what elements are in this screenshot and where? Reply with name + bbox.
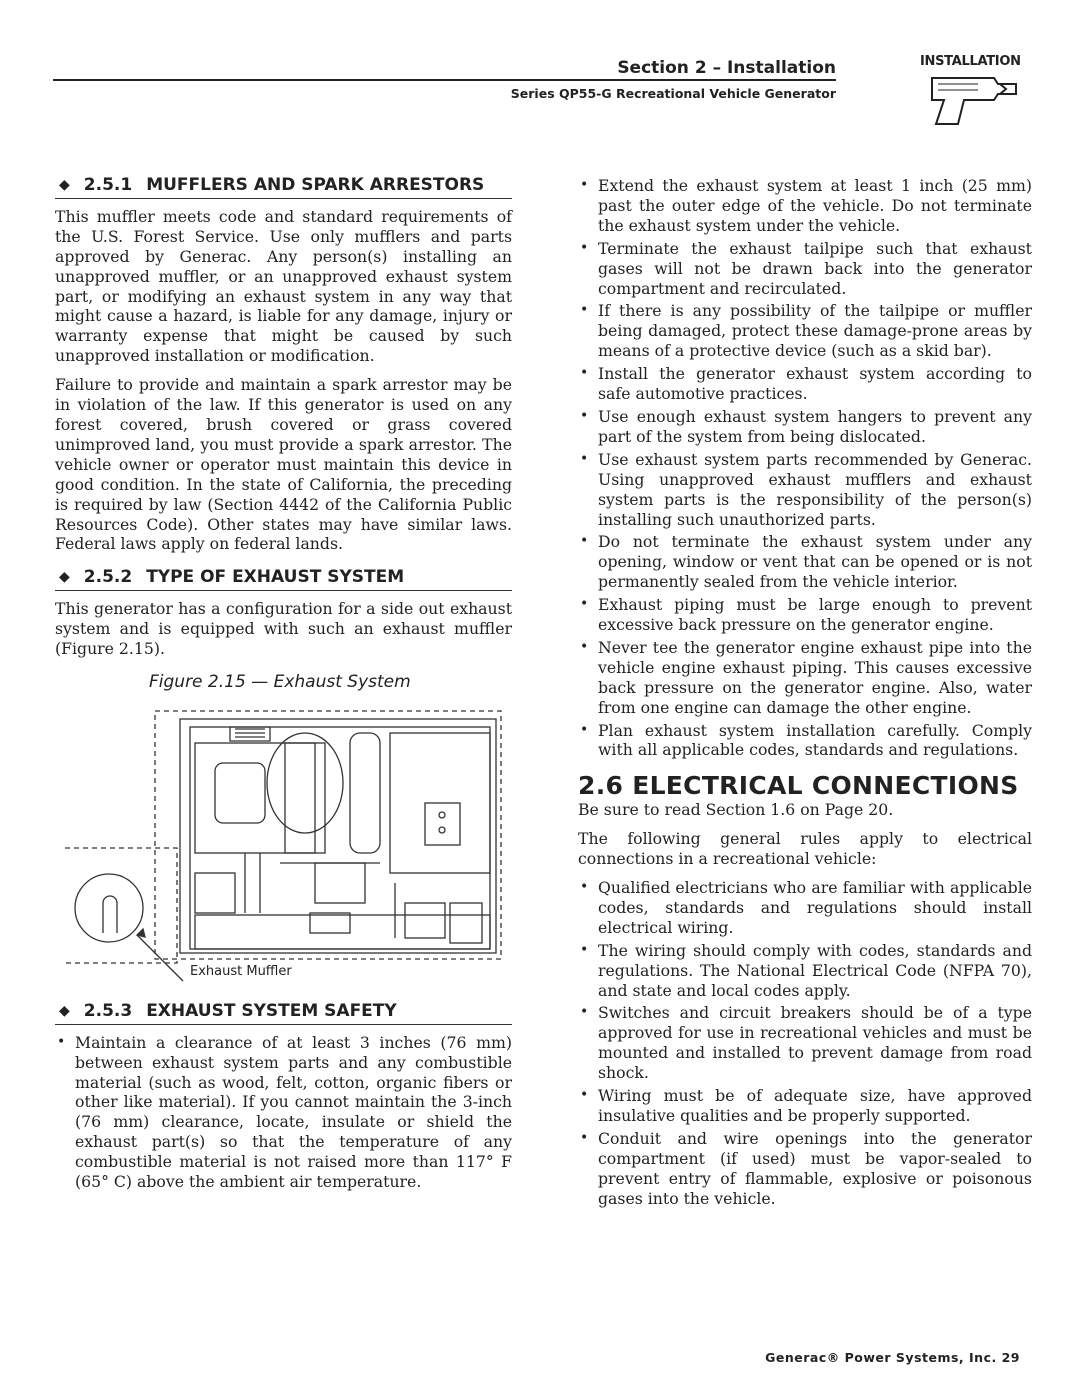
- list-item: • Conduit and wire openings into the generator compartment (if used) must be vapor-sealed to prevent entry of flammable, explosive or poisonous gases into the vehicle.: [578, 1129, 1032, 1209]
- list-item: • Wiring must be of adequate size, have approved insulative qualities and be properly supported.: [578, 1086, 1032, 1126]
- header-rule: [53, 79, 836, 81]
- paragraph: Failure to provide and maintain a spark arrestor may be in violation of the law. If this generator is used on any forest covered, brush covered or grass covered unimproved land, you must provide a spark arrestor. The vehicle owner or operator must maintain this device in good condition. In the state of California, the preceding is required by law (Section 4442 of the California Public Resources Code). Other states may have similar laws. Federal laws apply on federal lands.: [55, 375, 512, 554]
- exhaust-muffler-label: Exhaust Muffler: [190, 963, 292, 979]
- paragraph: The following general rules apply to electrical connections in a recreational vehicle:: [578, 829, 1032, 869]
- left-column: [55, 176, 512, 1195]
- bullet-list: [578, 878, 1032, 1209]
- list-item: • Qualified electricians who are familiar with applicable codes, standards and regulations should install electrical wiring.: [578, 878, 1032, 938]
- diamond-bullet-icon: ◆: [59, 177, 70, 193]
- diamond-bullet-icon: ◆: [59, 569, 70, 586]
- list-item: • Switches and circuit breakers should be of a type approved for use in recreational vehicles and must be mounted and installed to prevent damage from road shock.: [578, 1003, 1032, 1083]
- heading-2-5-3: [55, 1002, 512, 1025]
- heading-number: 2.5.1: [83, 175, 133, 195]
- list-item: • Never tee the generator engine exhaust pipe into the vehicle engine exhaust piping. This causes excessive back pressure on the generator engine. Also, water from one engine can damage the other engine.: [578, 638, 1032, 718]
- exhaust-system-figure: [55, 703, 512, 988]
- list-item: • Terminate the exhaust tailpipe such that exhaust gases will not be drawn back into the generator compartment and recirculated.: [578, 239, 1032, 299]
- bullet-list: [55, 1033, 512, 1192]
- heading-number: 2.5.2: [83, 567, 133, 588]
- heading-text: MUFFLERS AND SPARK ARRESTORS: [146, 175, 485, 195]
- list-item: • If there is any possibility of the tailpipe or muffler being damaged, protect these damage-prone areas by means of a protective device (such as a skid bar).: [578, 301, 1032, 361]
- list-item: • Use enough exhaust system hangers to prevent any part of the system from being dislocated.: [578, 407, 1032, 447]
- list-item: • Install the generator exhaust system according to safe automotive practices.: [578, 364, 1032, 404]
- list-item: • Plan exhaust system installation carefully. Comply with all applicable codes, standards and regulations.: [578, 721, 1032, 761]
- list-item: • Do not terminate the exhaust system under any opening, window or vent that can be opened or is not permanently sealed from the vehicle interior.: [578, 532, 1032, 592]
- list-item: • Extend the exhaust system at least 1 inch (25 mm) past the outer edge of the vehicle. Do not terminate the exhaust system under the vehicle.: [578, 176, 1032, 236]
- heading-number: 2.5.3: [83, 1000, 133, 1021]
- page-footer: Generac® Power Systems, Inc. 29: [765, 1350, 1020, 1365]
- paragraph: Be sure to read Section 1.6 on Page 20.: [578, 800, 894, 820]
- bullet-list: [578, 176, 1032, 760]
- list-item: • Exhaust piping must be large enough to prevent excessive back pressure on the generator engine.: [578, 595, 1032, 635]
- list-item: • The wiring should comply with codes, standards and regulations. The National Electrical Code (NFPA 70), and state and local codes apply.: [578, 941, 1032, 1001]
- section-title: Section 2 – Installation: [617, 58, 836, 78]
- heading-text: TYPE OF EXHAUST SYSTEM: [146, 567, 405, 588]
- heading-2-6: 2.6 ELECTRICAL CONNECTIONS: [578, 771, 1019, 801]
- heading-text: EXHAUST SYSTEM SAFETY: [146, 1000, 397, 1021]
- series-title: Series QP55-G Recreational Vehicle Generator: [510, 86, 836, 101]
- diamond-bullet-icon: ◆: [59, 1002, 70, 1019]
- generator-diagram: [55, 703, 512, 988]
- heading-2-5-1: [55, 176, 512, 199]
- figure-caption: Figure 2.15 — Exhaust System: [149, 671, 411, 692]
- heading-2-5-2: [55, 568, 512, 591]
- installation-tab-label: INSTALLATION: [920, 54, 1021, 69]
- list-item: • Maintain a clearance of at least 3 inches (76 mm) between exhaust system parts and any combustible material (such as wood, felt, cotton, organic fibers or other like material). If you cannot maintain the 3-inch (76 mm) clearance, locate, insulate or shield the exhaust part(s) so that the temperature of any combustible material is not raised more than 117° F (65° C) above the ambient air temperature.: [55, 1033, 512, 1192]
- list-item: • Use exhaust system parts recommended by Generac. Using unapproved exhaust mufflers and exhaust system parts is the responsibility of the person(s) installing such unauthorized parts.: [578, 450, 1032, 530]
- right-column: [578, 176, 1032, 1212]
- drill-icon: [914, 66, 1024, 136]
- paragraph: This muffler meets code and standard requirements of the U.S. Forest Service. Use only mufflers and parts approved by Generac. Any person(s) installing an unapproved muffler, or an unapproved exhaust system part, or modifying an exhaust system in any way that might cause a hazard, is liable for any damage, injury or warranty expense that might be caused by such unapproved installation or modification.: [55, 206, 512, 366]
- paragraph: This generator has a configuration for a side out exhaust system and is equipped with such an exhaust muffler (Figure 2.15).: [55, 599, 512, 659]
